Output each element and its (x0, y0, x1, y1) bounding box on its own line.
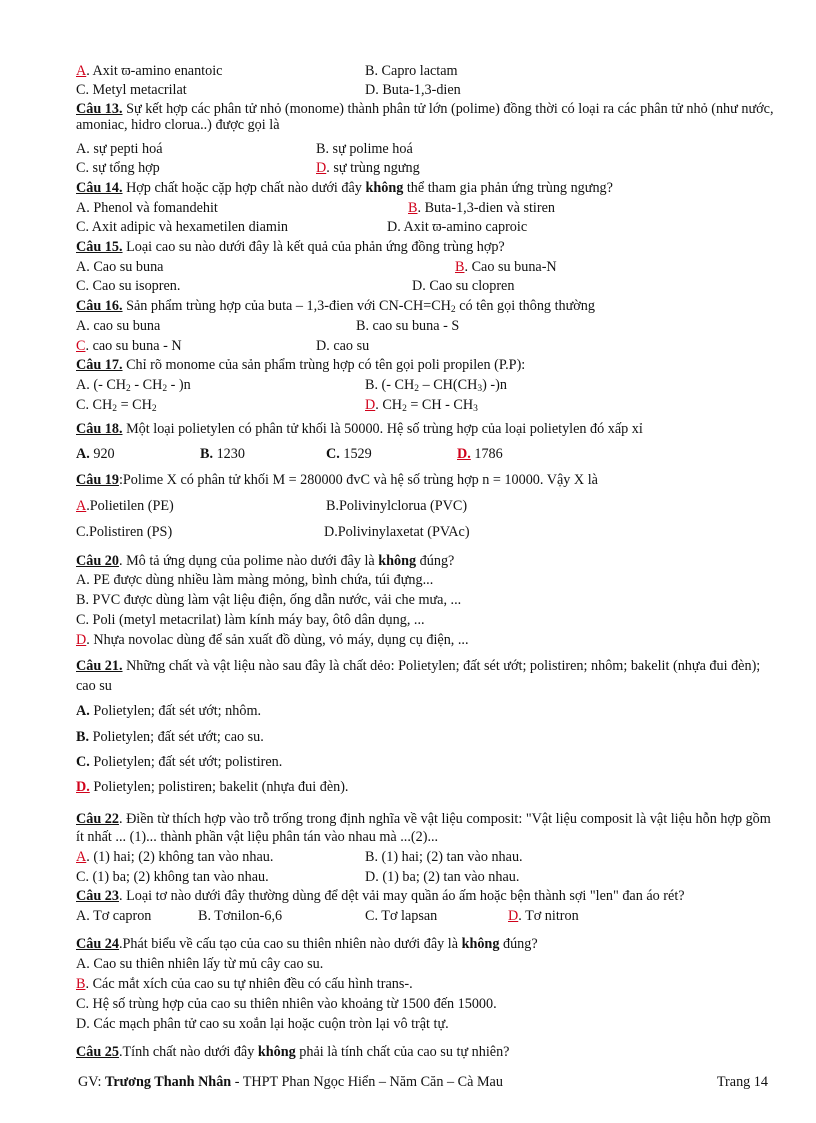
q20-option-d: D. Nhựa novolac dùng để sản xuất đồ dùng, vỏ máy, dụng cụ điện, ... (76, 632, 469, 648)
q17-option-d: D. $CH_2$ = CH - $CH_3$ (365, 397, 478, 414)
q17-option-b: B. (- $CH_2 - CH(CH_3)$ -)n (365, 377, 507, 394)
q14-option-d: D. Axit ϖ-amino caproic (387, 219, 528, 235)
q22-option-a: A. (1) hai; (2) không tan vào nhau. (76, 849, 274, 865)
q22-option-c: C. (1) ba; (2) không tan vào nhau. (76, 869, 269, 885)
q16-option-b: B. cao su buna - S (356, 318, 460, 334)
q12-option-a: A. Axit ϖ-amino enantoic (76, 63, 223, 79)
q18-option-c: C. 1529 (326, 446, 372, 462)
q21-option-a: A. Polietylen; đất sét ướt; nhôm. (76, 703, 262, 719)
q15-option-d: D. Cao su clopren (412, 278, 515, 294)
q16-option-a: A. cao su buna (76, 318, 161, 334)
q12-option-d: D. Buta-1,3-dien (365, 82, 461, 98)
q20-question: Câu 20. Mô tả ứng dụng của polime nào dưới đây là không đúng? (76, 553, 455, 569)
q18-option-a: A. 920 (76, 446, 115, 462)
q12-option-b: B. Capro lactam (365, 63, 458, 79)
q17-question: Câu 17. Chỉ rõ monome của sản phẩm trùng hợp có tên gọi poli propilen (P.P): (76, 357, 526, 373)
page-footer (78, 1074, 768, 1091)
q22-option-d: D. (1) ba; (2) tan vào nhau. (365, 869, 520, 885)
q13-option-b: B. sự polime hoá (316, 141, 413, 157)
q22-option-b: B. (1) hai; (2) tan vào nhau. (365, 849, 523, 865)
q21-question: Câu 21. Những chất và vật liệu nào sau đây là chất dẻo: Polietylen; đất sét ướt; polistiren; nhôm; bakelit (nhựa đui đèn); cao su (76, 658, 761, 694)
q19-question: Câu 19:Polime X có phân tử khối M = 280000 đvC và hệ số trùng hợp n = 10000. Vậy X là (76, 472, 598, 488)
q16-question: Câu 16. Sản phẩm trùng hợp của buta – 1,3-đien với $CN-CH=CH_2$ có tên gọi thông thường (76, 298, 595, 315)
q12-option-c: C. Metyl metacrilat (76, 82, 187, 98)
q13-option-a: A. sự pepti hoá (76, 141, 163, 157)
q21-option-d: D. Polietylen; polistiren; bakelit (nhựa đui đèn). (76, 779, 349, 795)
q24-option-a: A. Cao su thiên nhiên lấy từ mủ cây cao su. (76, 956, 324, 972)
q17-option-c: C. $CH_2 = CH_2$ (76, 397, 157, 414)
q13-option-d: D. sự trùng ngưng (316, 160, 420, 176)
q16-option-d: D. cao su (316, 338, 370, 354)
q23-option-c: C. Tơ lapsan (365, 908, 438, 924)
q20-option-b: B. PVC được dùng làm vật liệu điện, ống dẫn nước, vải che mưa, ... (76, 592, 462, 608)
q24-option-b: B. Các mắt xích của cao su tự nhiên đều có cấu hình trans-. (76, 976, 413, 992)
q24-question: Câu 24.Phát biểu về cấu tạo của cao su thiên nhiên nào dưới đây là không đúng? (76, 936, 538, 952)
q16-option-c: C. cao su buna - N (76, 338, 182, 354)
q14-question: Câu 14. Hợp chất hoặc cặp hợp chất nào dưới đây không thể tham gia phản ứng trùng ngưng? (76, 180, 613, 196)
footer-author: GV: Trương Thanh Nhân - THPT Phan Ngọc Hiển – Năm Căn – Cà Mau (78, 1074, 503, 1090)
q18-question: Câu 18. Một loại polietylen có phân tử khối là 50000. Hệ số trùng hợp của loại polietylen đó xấp xỉ (76, 421, 643, 437)
q18-option-b: B. 1230 (200, 446, 245, 462)
q15-option-a: A. Cao su buna (76, 259, 164, 275)
q14-option-b: B. Buta-1,3-dien và stiren (408, 200, 555, 216)
q20-option-c: C. Poli (metyl metacrilat) làm kính máy bay, ôtô dân dụng, ... (76, 612, 425, 628)
q23-option-d: D. Tơ nitron (508, 908, 579, 924)
page-number: Trang 14 (716, 1074, 768, 1090)
q14-option-a: A. Phenol và fomandehit (76, 200, 218, 216)
q22-question: Câu 22. Điền từ thích hợp vào trỗ trống trong định nghĩa về vật liệu composit: "Vật liệu composit là vật liệu hỗn hợp gồm ít nhất ... (1)... thành phần vật liệu phân tán vào nhau mà ...(2)... (76, 811, 771, 845)
q17-option-a: A. (- $CH_2 - CH_2 - )n$ (76, 377, 191, 394)
q19-option-c: C.Polistiren (PS) (76, 524, 173, 540)
q19-option-d: D.Polivinylaxetat (PVAc) (324, 524, 470, 540)
q13-option-c: C. sự tổng hợp (76, 160, 160, 176)
q23-option-b: B. Tơnilon-6,6 (198, 908, 283, 924)
q18-option-d: D. 1786 (457, 446, 503, 462)
q13-question: Câu 13. Sự kết hợp các phân tử nhỏ (monome) thành phân tử lớn (polime) đồng thời có loại ra các phân tử nhỏ (như nước, amoniac, hidro clorua..) được gọi là (76, 101, 774, 133)
q14-option-c: C. Axit adipic và hexametilen diamin (76, 219, 288, 235)
q15-question: Câu 15. Loại cao su nào dưới đây là kết quả của phản ứng đồng trùng hợp? (76, 239, 505, 255)
q25-question: Câu 25.Tính chất nào dưới đây không phải là tính chất của cao su tự nhiên? (76, 1044, 510, 1060)
q15-option-c: C. Cao su isopren. (76, 278, 181, 294)
q21-option-c: C. Polietylen; đất sét ướt; polistiren. (76, 754, 283, 770)
q23-option-a: A. Tơ capron (76, 908, 152, 924)
q19-option-a: A.Polietilen (PE) (76, 498, 174, 514)
q15-option-b: B. Cao su buna-N (455, 259, 557, 275)
q21-option-b: B. Polietylen; đất sét ướt; cao su. (76, 729, 264, 745)
q20-option-a: A. PE được dùng nhiều làm màng mỏng, bình chứa, túi đựng... (76, 572, 434, 588)
q19-option-b: B.Polivinylclorua (PVC) (326, 498, 468, 514)
q24-option-c: C. Hệ số trùng hợp của cao su thiên nhiên vào khoảng từ 1500 đến 15000. (76, 996, 497, 1012)
q23-question: Câu 23. Loại tơ nào dưới đây thường dùng để dệt vải may quần áo ấm hoặc bện thành sợi "len" đan áo rét? (76, 888, 685, 904)
q24-option-d: D. Các mạch phân tử cao su xoắn lại hoặc cuộn tròn lại vô trật tự. (76, 1016, 449, 1032)
